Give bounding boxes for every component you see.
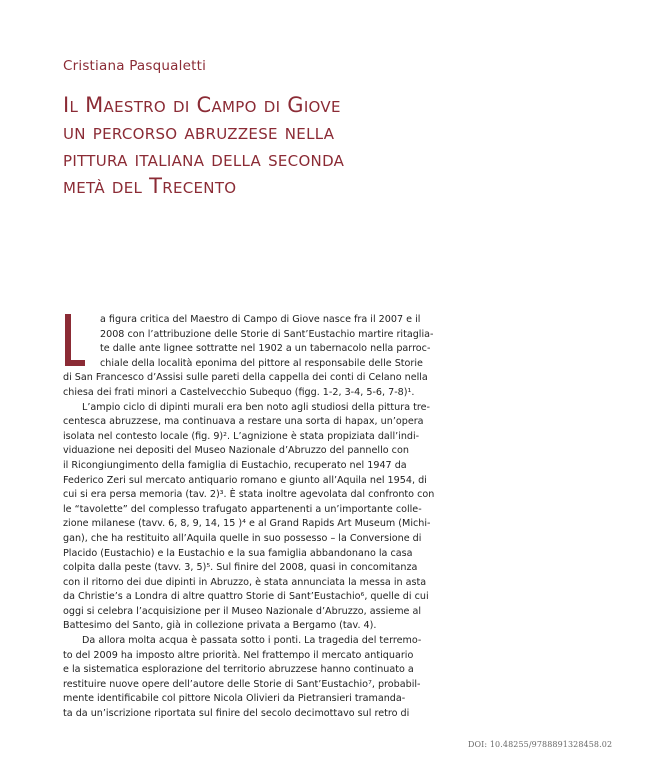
body-line: chiesa dei frati minori a Castelvecchio Subequo (figg. 1-2, 3-4, 5-6, 7-8)¹.	[63, 386, 415, 398]
body-line: 2008 con l’attribuzione delle Storie di Sant’Eustachio martire ritaglia-	[100, 328, 434, 340]
body-line: to del 2009 ha imposto altre priorità. Nel frattempo il mercato antiquario	[63, 649, 414, 661]
body-line: colpita dalla peste (tavv. 3, 5)⁵. Sul finire del 2008, quasi in concomitanza	[63, 562, 418, 574]
title-line: pittura italiana della seconda	[63, 147, 345, 171]
body-line: Battesimo del Santo, già in collezione privata a Bergamo (tav. 4).	[63, 620, 377, 632]
body-line: cui si era persa memoria (tav. 2)³. È stata inoltre agevolata dal confronto con	[63, 489, 435, 501]
body-line: zione milanese (tavv. 6, 8, 9, 14, 15 )⁴ e al Grand Rapids Art Museum (Michi-	[63, 518, 431, 530]
body-line: isolata nel contesto locale (fig. 9)². L’agnizione è stata propiziata dall’indi-	[63, 430, 420, 442]
title-line: metà del Trecento	[63, 174, 237, 198]
title-line: un percorso abruzzese nella	[63, 120, 335, 144]
body-line: te dalle ante lignee sottratte nel 1902 a un tabernacolo nella parroc-	[100, 343, 431, 355]
body-line: a figura critica del Maestro di Campo di Giove nasce fra il 2007 e il	[100, 314, 421, 325]
body-line: oggi si celebra l’acquisizione per il Museo Nazionale d’Abruzzo, assieme al	[63, 605, 422, 617]
body-line: da Christie’s a Londra di altre quattro Storie di Sant’Eustachio⁶, quelle di cui	[63, 591, 429, 603]
body-line: chiale della località eponima del pittore al responsabile delle Storie	[100, 357, 423, 369]
body-line: mente identificabile col pittore Nicola Olivieri da Pietransieri tramanda-	[63, 693, 406, 705]
body-line: viduazione nei depositi del Museo Nazionale d’Abruzzo del pannello con	[63, 445, 409, 457]
body-line: gan), che ha restituito all’Aquila quelle in suo possesso – la Conversione di	[63, 532, 422, 544]
body-line: ta da un’iscrizione riportata sul finire del secolo decimottavo sul retro di	[63, 708, 410, 720]
body-line: Federico Zeri sul mercato antiquario romano e giunto all’Aquila nel 1954, di	[63, 474, 427, 486]
body-text	[63, 313, 469, 722]
doi-footer: DOI: 10.48255/9788891328458.02	[468, 740, 613, 749]
title-line: Il Maestro di Campo di Giove	[63, 93, 341, 117]
body-line: con il ritorno dei due dipinti in Abruzzo, è stata annunciata la messa in asta	[63, 576, 427, 588]
body-line: Placido (Eustachio) e la Eustachio e la sua famiglia abbandonano la casa	[63, 547, 413, 559]
body-line: e la sistematica esplorazione del territorio abruzzese hanno continuato a	[63, 664, 414, 676]
body-line: di San Francesco d’Assisi sulle pareti della cappella dei conti di Celano nella	[63, 372, 428, 384]
body-line: il Ricongiungimento della famiglia di Eustachio, recuperato nel 1947 da	[63, 459, 407, 471]
body-line: centesca abruzzese, ma continuava a restare una sorta di hapax, un’opera	[63, 416, 424, 428]
article-title	[63, 92, 503, 200]
body-line: L’ampio ciclo di dipinti murali era ben noto agli studiosi della pittura tre-	[82, 401, 430, 413]
body-line: Da allora molta acqua è passata sotto i ponti. La tragedia del terremo-	[82, 635, 422, 647]
body-line: restituire nuove opere dell’autore delle Storie di Sant’Eustachio⁷, probabil-	[63, 678, 421, 690]
author-name: Cristiana Pasqualetti	[63, 58, 207, 74]
body-line: le “tavolette” del complesso trafugato appartenenti a un’importante colle-	[63, 503, 422, 515]
